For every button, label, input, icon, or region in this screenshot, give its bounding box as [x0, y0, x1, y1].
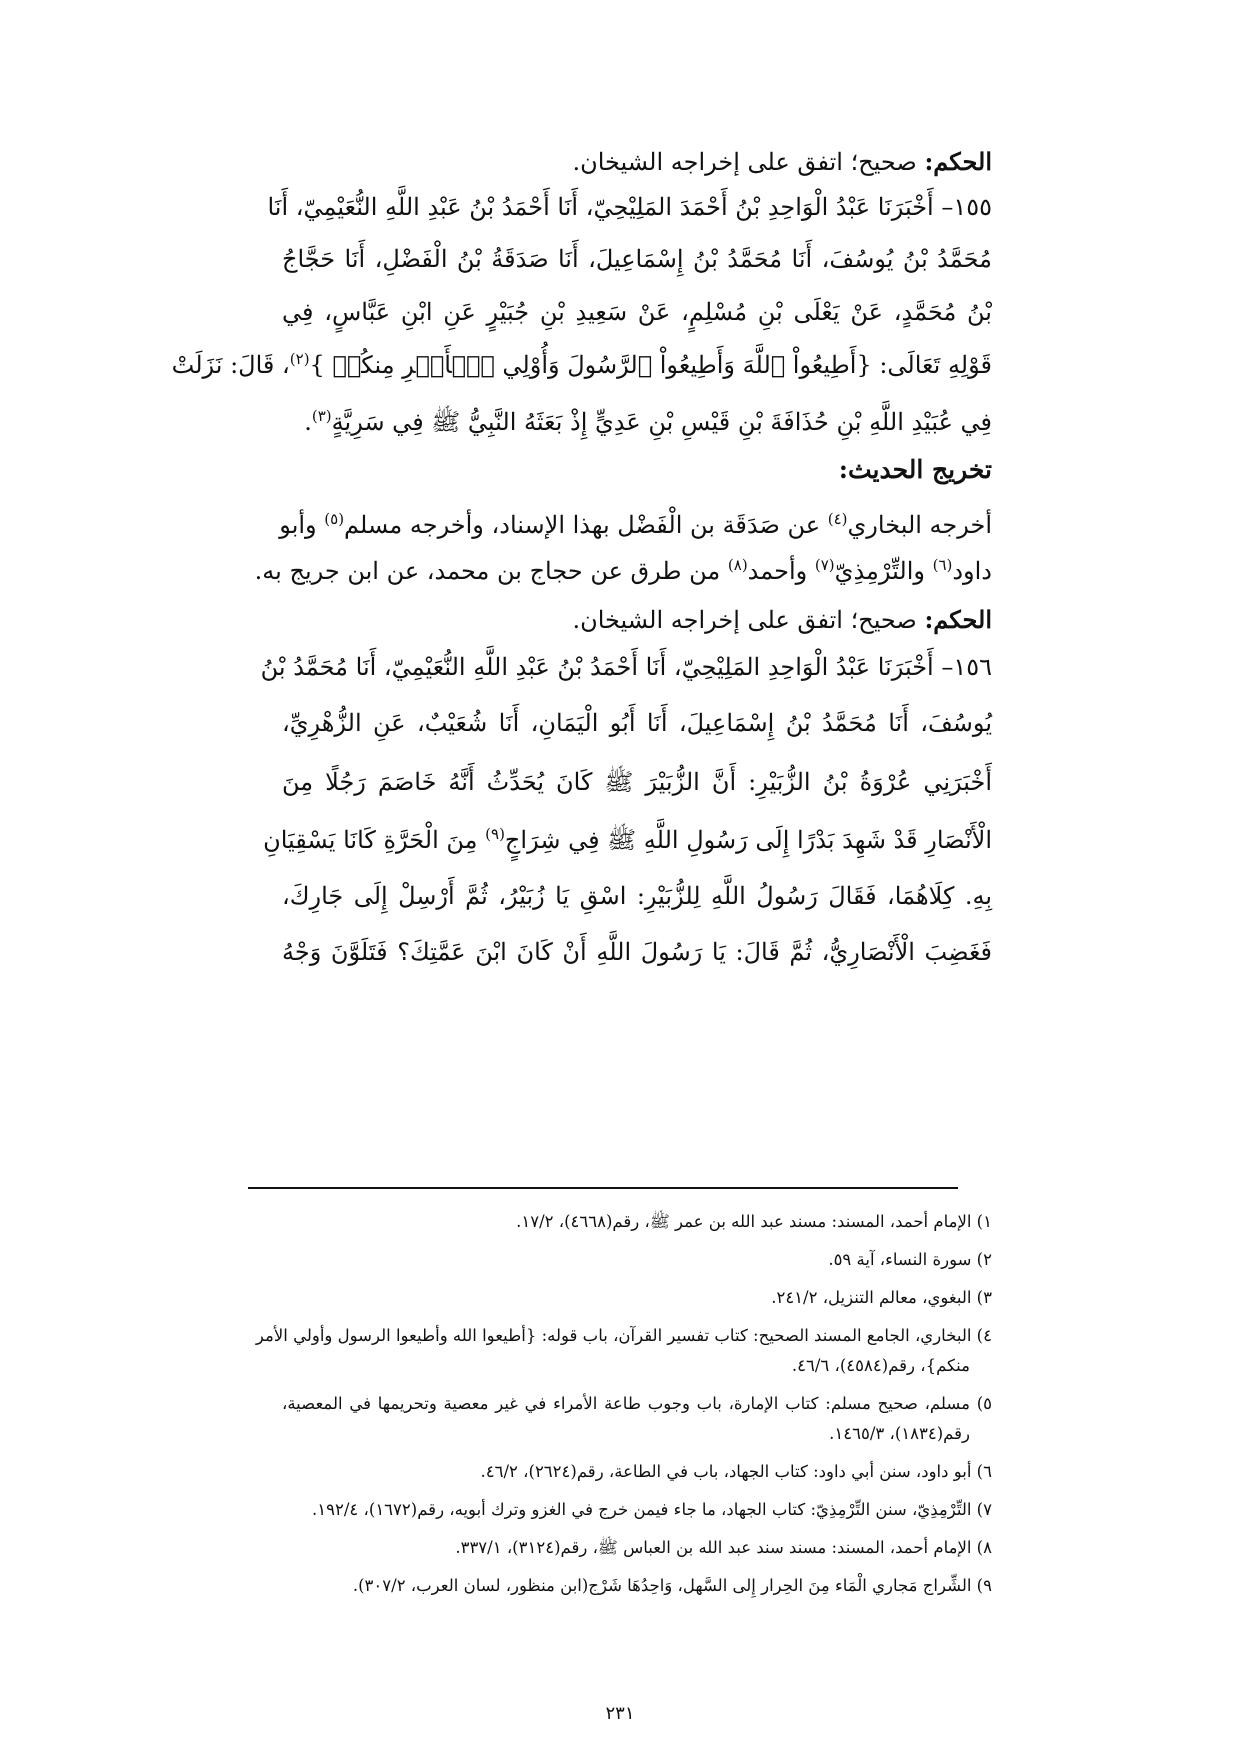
hadith-155-line-1: ١٥٥– أَخْبَرَنَا عَبْدُ الْوَاحِدِ بْنُ أَحْمَدَ المَلِيْحِيّ، أَنَا أَحْمَدُ بْنُ عَبْدِ اللَّهِ النُّعَيْمِيّ، أَنَا: [267, 193, 992, 221]
footnote-2: ٢) سورة النساء، آية ٥٩.: [828, 1250, 992, 1269]
hadith-text: .: [304, 408, 312, 436]
hadith-155-line-3: بْنُ مُحَمَّدٍ، عَنْ يَعْلَى بْنِ مُسْلِمٍ، عَنْ سَعِيدِ بْنِ جُبَيْرٍ عَنِ ابْنِ عَبَّاسٍ، فِي: [282, 298, 992, 326]
footnote-4: ٤) البخاري، الجامع المسند الصحيح: كتاب تفسير القرآن، باب قوله: {أطيعوا الله وأطيعوا الرسول وأولي الأمر: [255, 1326, 992, 1345]
footnote-5-continued: رقم(١٨٣٤)، ١٤٦٥/٣.: [829, 1424, 970, 1443]
ruling-label: الحكم:: [924, 605, 992, 634]
footnote-3: ٣) البغوي، معالم التنزيل، ٢٤١/٢.: [771, 1288, 992, 1307]
hadith-156-line-4: [263, 820, 992, 860]
hadith-155-line-5: [282, 402, 992, 442]
hadith-text: ، قَالَ: نَزَلَتْ: [171, 351, 290, 379]
takhrij-text: وأبو: [279, 511, 325, 539]
hadith-156-line-6: فَغَضِبَ الْأَنْصَارِيُّ، ثُمَّ قَالَ: يَا رَسُولَ اللَّهِ أَنْ كَانَ ابْنَ عَمَّتِكَ؟ فَتَلَوَّنَ وَجْهُ: [282, 938, 992, 966]
hadith-156-line-5: بِهِ. كِلَاهُمَا، فَقَالَ رَسُولُ اللَّهِ لِلزُّبَيْرِ: اسْقِ يَا زُبَيْرُ، ثُمَّ أَرْسِلْ إِلَى جَارِكَ،: [282, 882, 992, 910]
takhrij-heading: تخريج الحديث:: [838, 455, 992, 484]
footnote-9: ٩) الشِّراج مَجاري الْمَاء مِنَ الحِرار إِلى السَّهل، وَاحِدُهَا شَرْج(ابن منظور، لسان العرب، ٣٠٧/٢).: [352, 1576, 992, 1595]
ruling-line: [282, 600, 992, 640]
footnote-6: ٦) أبو داود، سنن أبي داود: كتاب الجهاد، باب في الطاعة، رقم(٢٦٢٤)، ٤٦/٢.: [480, 1462, 992, 1481]
takhrij-text: أخرجه البخاري: [847, 511, 992, 539]
ruling-line: [282, 142, 992, 182]
hadith-155-line-4: [171, 345, 992, 385]
hadith-155-line-2: مُحَمَّدُ بْنُ يُوسُفَ، أَنَا مُحَمَّدُ بْنُ إِسْمَاعِيلَ، أَنَا صَدَقَةُ بْنُ الْفَضْلِ، أَنَا حَجَّاجُ: [282, 245, 992, 273]
ruling-text: صحيح؛ اتفق على إخراجه الشيخان.: [572, 148, 925, 176]
quran-verse: قَوْلِهِ تَعَالَى: {أَطِيعُواْ ٱللَّهَ وَأَطِيعُواْ ٱلرَّسُولَ وَأُوْلِي ٱلۡأَمۡرِ مِنكُمۡ }: [309, 351, 992, 379]
footnote-4-continued: منكم}، رقم(٤٥٨٤)، ٤٦/٦.: [791, 1356, 970, 1375]
hadith-text: فِي عُبَيْدِ اللَّهِ بْنِ حُذَافَةَ بْنِ قَيْسِ بْنِ عَدِيٍّ إِذْ بَعَثَهُ النَّبِيُّ ﷺ فِي سَرِيَّةٍ: [331, 408, 992, 436]
footnote-ref[interactable]: (٩): [485, 825, 505, 843]
ruling-text: صحيح؛ اتفق على إخراجه الشيخان.: [572, 606, 925, 634]
hadith-156-line-3: أَخْبَرَنِي عُرْوَةُ بْنُ الزُّبَيْرِ: أَنَّ الزُّبَيْرَ ﷺ كَانَ يُحَدِّثُ أَنَّهُ خَاصَمَ رَجُلًا مِنَ: [282, 768, 992, 796]
footnote-5: ٥) مسلم، صحيح مسلم: كتاب الإمارة، باب وجوب طاعة الأمراء في غير معصية وتحريمها في المعصية،: [282, 1394, 992, 1413]
takhrij-text: داود: [952, 557, 992, 585]
hadith-156-line-1: ١٥٦– أَخْبَرَنَا عَبْدُ الْوَاحِدِ المَلِيْحِيّ، أَنَا أَحْمَدُ بْنُ عَبْدِ اللَّهِ النُّعَيْمِيّ، أَنَا مُحَمَّدُ بْنُ: [260, 653, 992, 681]
page-number: ٢٣١: [605, 1703, 635, 1724]
takhrij-text: وأحمد: [747, 557, 815, 585]
footnote-ref[interactable]: (٧): [814, 556, 835, 574]
takhrij-line-2: [254, 551, 992, 591]
takhrij-text: والتِّرْمِذِيّ: [834, 557, 933, 585]
takhrij-text: من طرق عن حجاج بن محمد، عن ابن جريج به.: [254, 557, 728, 585]
footnote-ref[interactable]: (٢): [289, 350, 310, 368]
footnote-ref[interactable]: (٦): [932, 556, 953, 574]
footnote-1: ١) الإمام أحمد، المسند: مسند عبد الله بن عمر ﷺ، رقم(٤٦٦٨)، ١٧/٢.: [516, 1212, 992, 1231]
footnote-ref[interactable]: (٣): [311, 407, 332, 425]
footnote-8: ٨) الإمام أحمد، المسند: مسند سند عبد الله بن العباس ﷺ، رقم(٣١٢٤)، ٣٣٧/١.: [455, 1538, 992, 1557]
takhrij-text: عن صَدَقَة بن الْفَضْل بهذا الإسناد، وأخرجه مسلم: [344, 511, 828, 539]
hadith-text: الْأَنْصَارِ قَدْ شَهِدَ بَدْرًا إِلَى رَسُولِ اللَّهِ ﷺ فِي شِرَاجٍ: [504, 826, 992, 854]
takhrij-line-1: [279, 505, 992, 545]
hadith-text: مِنَ الْحَرَّةِ كَانَا يَسْقِيَانِ: [263, 826, 486, 854]
hadith-156-line-2: يُوسُفَ، أَنَا مُحَمَّدُ بْنُ إِسْمَاعِيلَ، أَنَا أَبُو الْيَمَانِ، أَنَا شُعَيْبٌ، عَنِ الزُّهْرِيِّ،: [282, 709, 992, 737]
footnote-ref[interactable]: (٨): [727, 556, 748, 574]
footnote-separator: [248, 1187, 958, 1189]
footnote-ref[interactable]: (٤): [827, 510, 848, 528]
footnote-7: ٧) التِّرْمِذِيّ، سنن التِّرْمِذِيّ: كتاب الجهاد، ما جاء فيمن خرج في الغزو وترك أبويه، رقم(١٦٧٢)، ١٩٢/٤.: [312, 1500, 992, 1519]
ruling-label: الحكم:: [924, 147, 992, 176]
footnote-ref[interactable]: (٥): [324, 510, 345, 528]
